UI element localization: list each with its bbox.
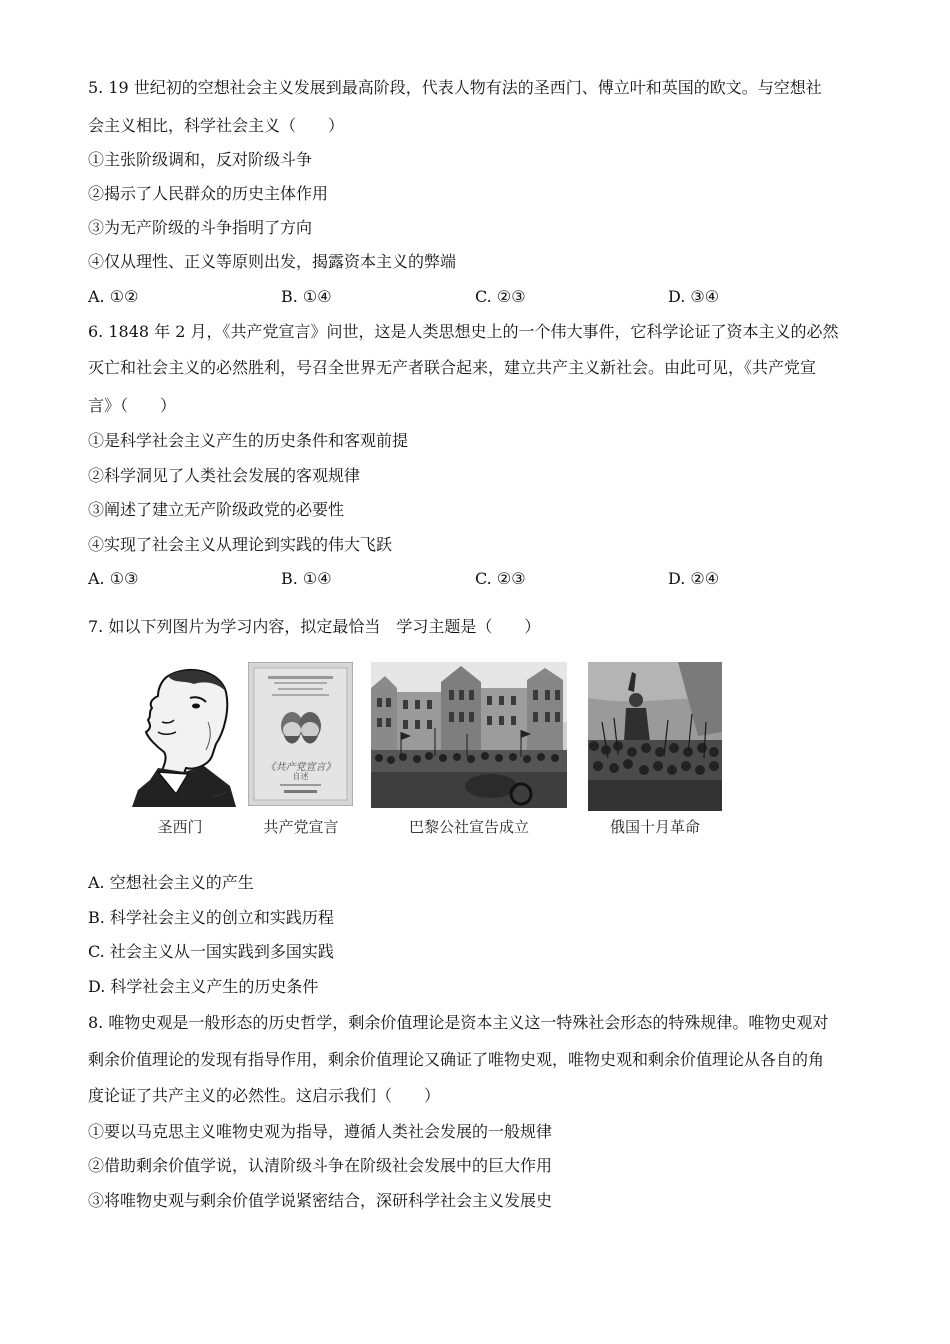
q7-stem: 7. 如以下列图片为学习内容，拟定最恰当 学习主题是（ ） (88, 617, 541, 636)
q5-item-1: ①主张阶级调和，反对阶级斗争 (88, 150, 313, 169)
q7-option-c[interactable]: C. 社会主义从一国实践到多国实践 (88, 942, 334, 961)
q7-option-d[interactable]: D. 科学社会主义产生的历史条件 (88, 977, 319, 996)
q8-stem-line1: 8. 唯物史观是一般形态的历史哲学，剩余价值理论是资本主义这一特殊社会形态的特殊规律。唯物史观对 (88, 1013, 829, 1032)
q8-item-1: ①要以马克思主义唯物史观为指导，遵循人类社会发展的一般规律 (88, 1122, 553, 1141)
q6-stem-line1: 6. 1848 年 2 月，《共产党宣言》问世，这是人类思想史上的一个伟大事件，它科学论证了资本主义的必然 (88, 322, 839, 341)
caption-communist-manifesto: 共产党宣言 (263, 818, 339, 836)
caption-october-revolution: 俄国十月革命 (609, 818, 700, 836)
q8-stem-line2: 剩余价值理论的发现有指导作用，剩余价值理论又确证了唯物史观，唯物史观和剩余价值理论从各自的角 (88, 1050, 825, 1069)
q7-option-b[interactable]: B. 科学社会主义的创立和实践历程 (88, 908, 334, 927)
q5-option-d[interactable]: D. ③④ (668, 287, 720, 306)
q6-stem-line2: 灭亡和社会主义的必然胜利，号召全世界无产者联合起来，建立共产主义新社会。由此可见，《共产党宣 (88, 358, 817, 377)
caption-paris-commune: 巴黎公社宣告成立 (408, 818, 529, 836)
q5-option-a[interactable]: A. ①② (88, 287, 139, 306)
saint-simon-portrait (128, 662, 240, 807)
q5-item-3: ③为无产阶级的斗争指明了方向 (88, 218, 313, 237)
q6-stem-line3: 言》（ ） (88, 396, 177, 415)
q6-option-d[interactable]: D. ②④ (668, 569, 720, 588)
q6-option-c[interactable]: C. ②③ (475, 569, 526, 588)
october-revolution-image (588, 662, 722, 811)
q5-item-4: ④仅从理性、正义等原则出发，揭露资本主义的弊端 (88, 252, 457, 271)
q5-option-c[interactable]: C. ②③ (475, 287, 526, 306)
caption-saint-simon: 圣西门 (157, 818, 203, 836)
q5-stem-line2: 会主义相比，科学社会主义（ ） (88, 116, 345, 135)
book-title: 《共产党宣言》 (265, 762, 336, 773)
paris-commune-engraving (371, 662, 567, 808)
q8-stem-line3: 度论证了共产主义的必然性。这启示我们（ ） (88, 1086, 441, 1105)
q5-stem-line1: 5. 19 世纪初的空想社会主义发展到最高阶段，代表人物有法的圣西门、傅立叶和英国的欧文。与空想社 (88, 78, 822, 97)
communist-manifesto-book (248, 662, 353, 806)
q8-item-2: ②借助剩余价值学说，认清阶级斗争在阶级社会发展中的巨大作用 (88, 1156, 553, 1175)
q8-item-3: ③将唯物史观与剩余价值学说紧密结合，深研科学社会主义发展史 (88, 1191, 553, 1210)
q6-item-1: ①是科学社会主义产生的历史条件和客观前提 (88, 431, 409, 450)
q6-item-4: ④实现了社会主义从理论到实践的伟大飞跃 (88, 535, 393, 554)
q6-item-3: ③阐述了建立无产阶级政党的必要性 (88, 500, 345, 519)
book-subtitle: 自述 (292, 772, 309, 781)
q7-option-a[interactable]: A. 空想社会主义的产生 (88, 873, 254, 892)
q7-figure-strip (120, 656, 730, 846)
q5-item-2: ②揭示了人民群众的历史主体作用 (88, 184, 329, 203)
q6-option-a[interactable]: A. ①③ (88, 569, 139, 588)
q6-option-b[interactable]: B. ①④ (281, 569, 332, 588)
q6-item-2: ②科学洞见了人类社会发展的客观规律 (88, 466, 361, 485)
q5-option-b[interactable]: B. ①④ (281, 287, 332, 306)
